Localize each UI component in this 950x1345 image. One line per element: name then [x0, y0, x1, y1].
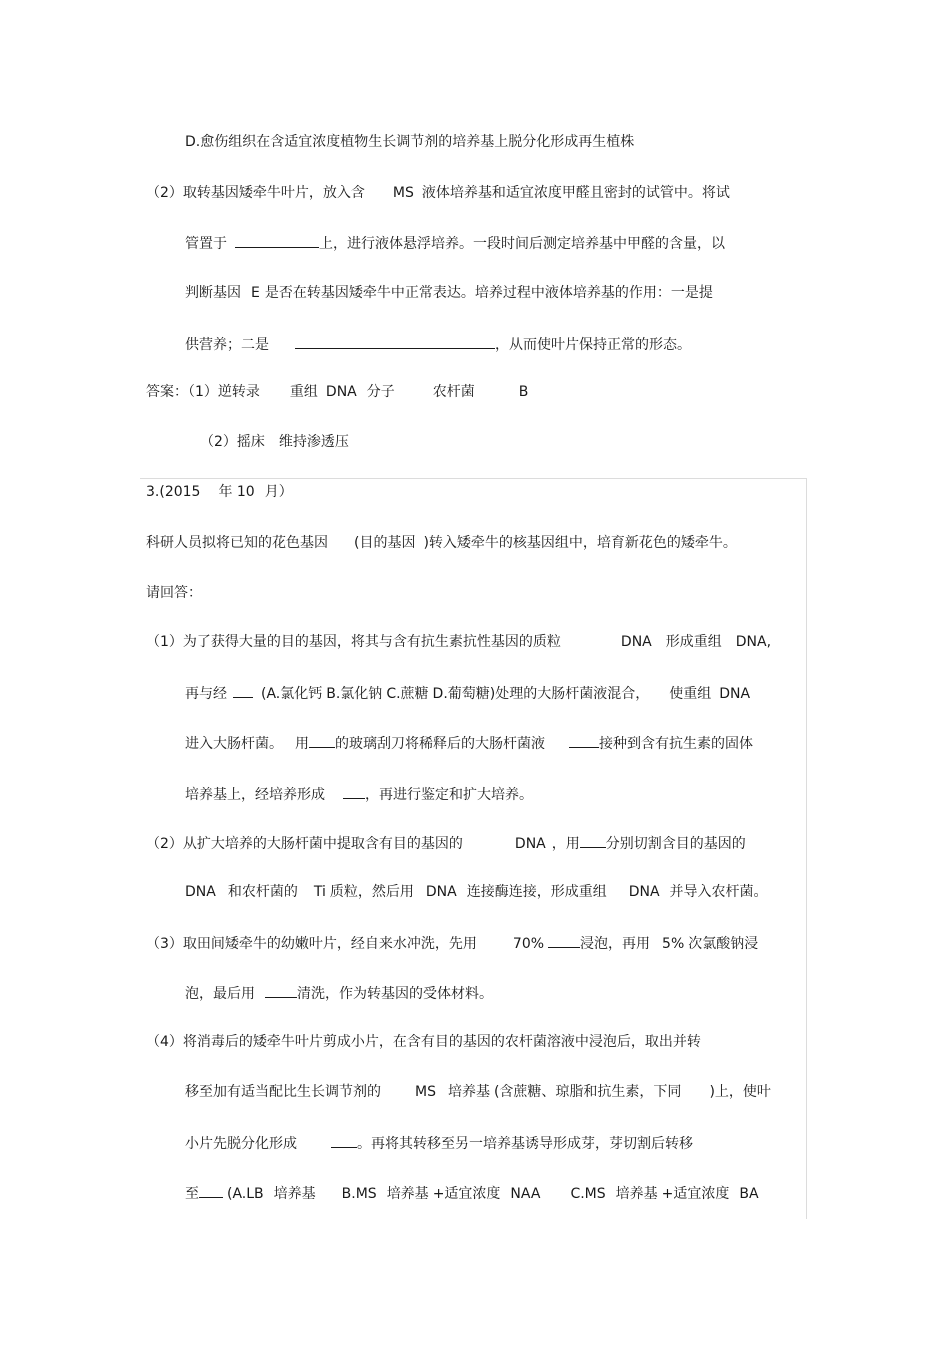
answer-blank[interactable] [235, 233, 319, 248]
text: 取转基因矮牵牛叶片，放入含 [182, 185, 365, 201]
text: DNA [620, 634, 652, 650]
text: （4） [146, 1034, 183, 1050]
q2-line-4 [185, 334, 691, 354]
text: 培养基上，经培养形成 [185, 787, 325, 803]
q3-p4-line-3 [185, 1133, 693, 1153]
text: D.葡萄糖 [432, 686, 490, 702]
text: MS [415, 1084, 436, 1100]
text: ，再进行鉴定和扩大培养。 [365, 787, 533, 803]
text: DNA [325, 384, 357, 400]
text: 从扩大培养的大肠杆菌中提取含有目的基因的 [182, 836, 463, 852]
q3-p2-line-2 [185, 883, 768, 901]
text: 5% [662, 936, 685, 952]
text: 使重组 [669, 686, 712, 702]
q3-p4-line-4 [185, 1183, 759, 1203]
q2-number: （2） [146, 185, 183, 201]
q3-p1-line-3 [185, 733, 753, 753]
text: DNA [514, 836, 546, 852]
text: 质粒，然后用 [329, 884, 414, 900]
answer-blank[interactable] [569, 733, 599, 748]
text: Ti [313, 884, 326, 900]
answer-blank[interactable] [580, 833, 606, 848]
answer-blank[interactable] [199, 1183, 223, 1198]
text: 上，进行液体悬浮培养。一段时间后测定培养基中甲醛的含量，以 [319, 236, 725, 252]
text: 取田间矮牵牛的幼嫩叶片，经自来水冲洗，先用 [182, 936, 477, 952]
text: 再与经 [185, 686, 227, 702]
text: DNA [719, 686, 751, 702]
text: 年 10 [218, 484, 255, 500]
answer-blank[interactable] [265, 983, 297, 998]
answer-blank[interactable] [343, 784, 365, 799]
text: 次氯酸钠浸 [688, 936, 759, 952]
text: )转入矮牵牛的核基因组中，培育新花色的矮牵牛。 [423, 535, 737, 551]
q2-line-1 [146, 184, 730, 202]
text: 液体培养基和适宜浓度甲醛且密封的试管中。将试 [421, 185, 730, 201]
text: DNA [185, 884, 216, 900]
q3-p3-line-2 [185, 983, 493, 1003]
text: ，用 [551, 836, 580, 852]
text: NAA [510, 1186, 541, 1202]
q3-p1-line-2 [185, 683, 750, 703]
text: 3.(2015 [146, 484, 201, 500]
q3-p4-line-2 [185, 1083, 771, 1101]
text: BA [739, 1186, 759, 1202]
text: 泡，最后用 [185, 986, 255, 1002]
text: 清洗，作为转基因的受体材料。 [297, 986, 493, 1002]
text: 的玻璃刮刀将稀释后的大肠杆菌液 [335, 736, 545, 752]
text: 形成重组 [665, 634, 722, 650]
text: (A.氯化钙 [261, 686, 323, 702]
text: 接种到含有抗生素的固体 [599, 736, 753, 752]
text: 判断基因 [185, 285, 241, 301]
text: 进入大肠杆菌。 [185, 736, 283, 752]
text: )处理的大肠杆菌液混合， [489, 686, 650, 702]
text: 培养基 [447, 1084, 490, 1100]
q2-line-3 [185, 284, 713, 302]
text: DNA [628, 884, 660, 900]
text: （2）摇床 [200, 434, 265, 450]
text: 70% [512, 936, 545, 952]
text: 。再将其转移至另一培养基诱导形成芽，芽切割后转移 [357, 1136, 693, 1152]
option-d-text: D.愈伤组织在含适宜浓度植物生长调节剂的培养基上脱分化形成再生植株 [185, 134, 635, 150]
text: 并导入农杆菌。 [669, 884, 768, 900]
text: 农杆菌 [432, 384, 475, 400]
text: 和农杆菌的 [227, 884, 298, 900]
text: +适宜浓度 [661, 1186, 730, 1202]
q3-p4-line-1 [146, 1033, 701, 1051]
text: 维持渗透压 [278, 434, 349, 450]
text: （2） [146, 836, 183, 852]
text: B [518, 384, 529, 400]
text: 浸泡，再用 [580, 936, 651, 952]
text: 移至加有适当配比生长调节剂的 [185, 1084, 381, 1100]
text: 供营养；二是 [185, 337, 269, 353]
q3-p3-line-1 [146, 933, 758, 953]
text: 请回答： [146, 585, 202, 601]
text: B.氯化钠 [326, 686, 383, 702]
text: 分子 [366, 384, 395, 400]
q3-p1-line-1 [146, 633, 771, 651]
q3-intro [146, 534, 737, 552]
answer-blank[interactable] [309, 733, 335, 748]
text: 培养基 [386, 1186, 429, 1202]
text: 重组 [289, 384, 318, 400]
text: 是否在转基因矮牵牛中正常表达。培养过程中液体培养基的作用：一是提 [264, 285, 713, 301]
text: 用 [295, 736, 309, 752]
q2-line-2 [185, 233, 725, 253]
option-d [185, 133, 634, 151]
text: 科研人员拟将已知的花色基因 [146, 535, 328, 551]
text: (目的基因 [354, 535, 416, 551]
text: 为了获得大量的目的基因，将其与含有抗生素抗性基因的质粒 [182, 634, 561, 650]
text: (含蔗糖、琼脂和抗生素，下同 [493, 1084, 682, 1100]
q3-prompt [146, 584, 202, 602]
q3-header [146, 483, 293, 501]
text: 培养基 [615, 1186, 658, 1202]
text: B.MS [341, 1186, 377, 1202]
answer-line-2 [200, 433, 349, 451]
text: 培养基 [273, 1186, 316, 1202]
text: 小片先脱分化形成 [185, 1136, 297, 1152]
text: 将消毒后的矮牵牛叶片剪成小片，在含有目的基因的农杆菌溶液中浸泡后，取出并转 [182, 1034, 701, 1050]
answer-blank[interactable] [295, 334, 495, 349]
text: +适宜浓度 [432, 1186, 501, 1202]
q3-p1-line-4 [185, 784, 533, 804]
answer-line-1 [146, 383, 528, 401]
answer-blank[interactable] [548, 933, 580, 948]
answer-blank[interactable] [233, 683, 253, 698]
answer-label: 答案： [146, 384, 188, 400]
text: DNA [425, 884, 457, 900]
text: 月） [264, 484, 293, 500]
text: ，从而使叶片保持正常的形态。 [495, 337, 691, 353]
text: （1）逆转录 [188, 384, 260, 400]
text: )上，使叶 [709, 1084, 771, 1100]
text: E [251, 285, 260, 301]
text: 分别切割含目的基因的 [605, 836, 746, 852]
q3-p2-line-1 [146, 833, 746, 853]
text: C.蔗糖 [386, 686, 429, 702]
text: 至 [185, 1186, 199, 1202]
text: 管置于 [185, 236, 227, 252]
text: (A.LB [227, 1186, 264, 1202]
text: （1） [146, 634, 183, 650]
text: DNA, [735, 634, 772, 650]
text: MS [392, 185, 414, 201]
text: （3） [146, 936, 183, 952]
text: C.MS [570, 1186, 606, 1202]
text: 连接酶连接，形成重组 [466, 884, 607, 900]
answer-blank[interactable] [331, 1133, 357, 1148]
